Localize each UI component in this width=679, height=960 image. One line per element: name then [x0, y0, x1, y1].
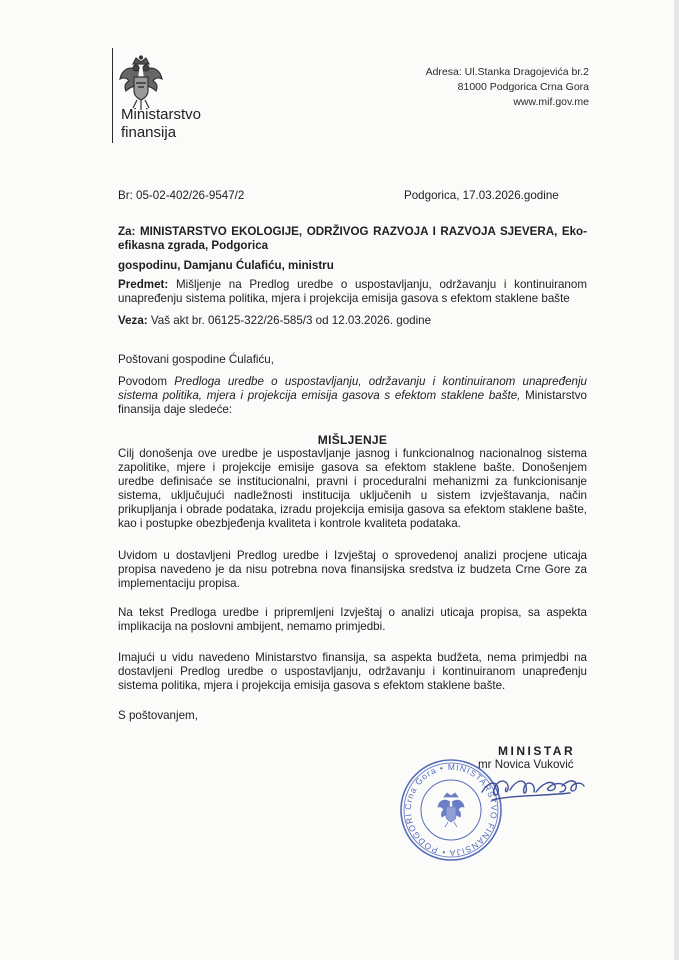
montenegro-coat-of-arms-icon	[118, 55, 164, 111]
intro-act-title: Predloga uredbe o uspostavljanju, održavanju i kontinuiranom unapređenju sistema politika, mjera i projekcija emisija gasova s efektom staklene bašte,	[118, 375, 587, 402]
opinion-paragraph-4: Imajući u vidu navedeno Ministarstvo finansija, sa aspekta budžeta, nema primjedbi na dostavljeni Predlog uredbe o uspostavljanju, održavanju i kontinuiranom unapređenju sistema politika, mjera i projekcija emisija gasova s efektom staklene bašte.	[118, 651, 587, 692]
intro-paragraph	[118, 375, 587, 417]
recipient-institution: MINISTARSTVO EKOLOGIJE, ODRŽIVOG RAZVOJA I RAZVOJA SJEVERA, Eko-efikasna zgrada, Podgorica	[118, 225, 587, 252]
intro-prefix: Povodom	[118, 375, 175, 388]
opinion-paragraph-3: Na tekst Predloga uredbe i pripremljeni Izvještaj o analizi uticaja propisa, sa aspekta implikacija na poslovni ambijent, nemamo primjedbi.	[118, 606, 587, 633]
address-city: 81000 Podgorica Crna Gora	[457, 81, 589, 93]
opinion-paragraph-2: Uvidom u dostavljeni Predlog uredbe i Izvještaj o sprovedenoj analizi procjene uticaja propisa navedeno je da nisu potrebna nova finansijska sredstva iz budzeta Crne Gore za implementaciju propisa.	[118, 549, 587, 590]
document-reference-number: Br: 05-02-402/26-9547/2	[118, 189, 245, 202]
address-website: www.mif.gov.me	[513, 96, 589, 108]
reference-link-block	[118, 314, 431, 328]
opinion-paragraph-1: Cilj donošenja ove uredbe je uspostavljanje jasnog i funkcionalnog nacionalnog sistema zapolitike, mjere i projekcije emisije gasova sa efektom staklene bašte. Donošenjem uredbe definisaće se institucionalni, pravni i proceduralni mehanizmi za funkcionisanje sistema, uključujući nadležnosti institucija uključenih u sistem izvještavanja, način prikupljanja i obrade podataka, izradu projekcija emisija gasova sa efektom staklene bašte, kao i postupke obezbjeđenja kvaliteta i kontrole kvaliteta podataka.	[118, 447, 587, 530]
letterhead-divider	[112, 48, 113, 143]
svg-text:Crna Gora • MINISTARSTVO FINAN: Crna Gora • MINISTARSTVO FINANSIJA • PODGORI	[402, 761, 500, 859]
reference-link-label: Veza:	[118, 314, 148, 327]
subject-text: Mišljenje na Predlog uredbe o uspostavljanju, održavanju i kontinuiranom unapređenju sistema politika, mjera i projekcija emisija gasova s efektom staklene bašte	[118, 278, 587, 305]
signatory-name: mr Novica Vuković	[478, 758, 574, 771]
ministry-name	[121, 106, 211, 142]
closing-greeting: S poštovanjem,	[118, 709, 198, 722]
recipient-person: gospodinu, Damjanu Ćulafiću, ministru	[118, 259, 334, 272]
address-street: Adresa: Ul.Stanka Dragojevića br.2	[425, 66, 589, 78]
subject-block	[118, 278, 587, 306]
opinion-heading: MIŠLJENJE	[317, 433, 388, 447]
intro-suffix: Ministarstvo finansija daje sledeće:	[118, 389, 587, 416]
recipient-label: Za:	[118, 225, 136, 238]
salutation: Poštovani gospodine Ćulafiću,	[118, 353, 274, 366]
subject-label: Predmet:	[118, 278, 169, 291]
recipient-block	[118, 225, 587, 253]
signatory-title: MINISTAR	[498, 744, 576, 758]
reference-link-text: Vaš akt br. 06125-322/26-585/3 od 12.03.2026. godine	[150, 314, 432, 327]
ministry-address	[426, 65, 589, 110]
scan-edge	[674, 0, 679, 960]
handwritten-signature	[478, 762, 588, 812]
document-place-date: Podgorica, 17.03.2026.godine	[404, 189, 559, 202]
ministry-name-text: Ministarstvo finansija	[121, 106, 202, 141]
